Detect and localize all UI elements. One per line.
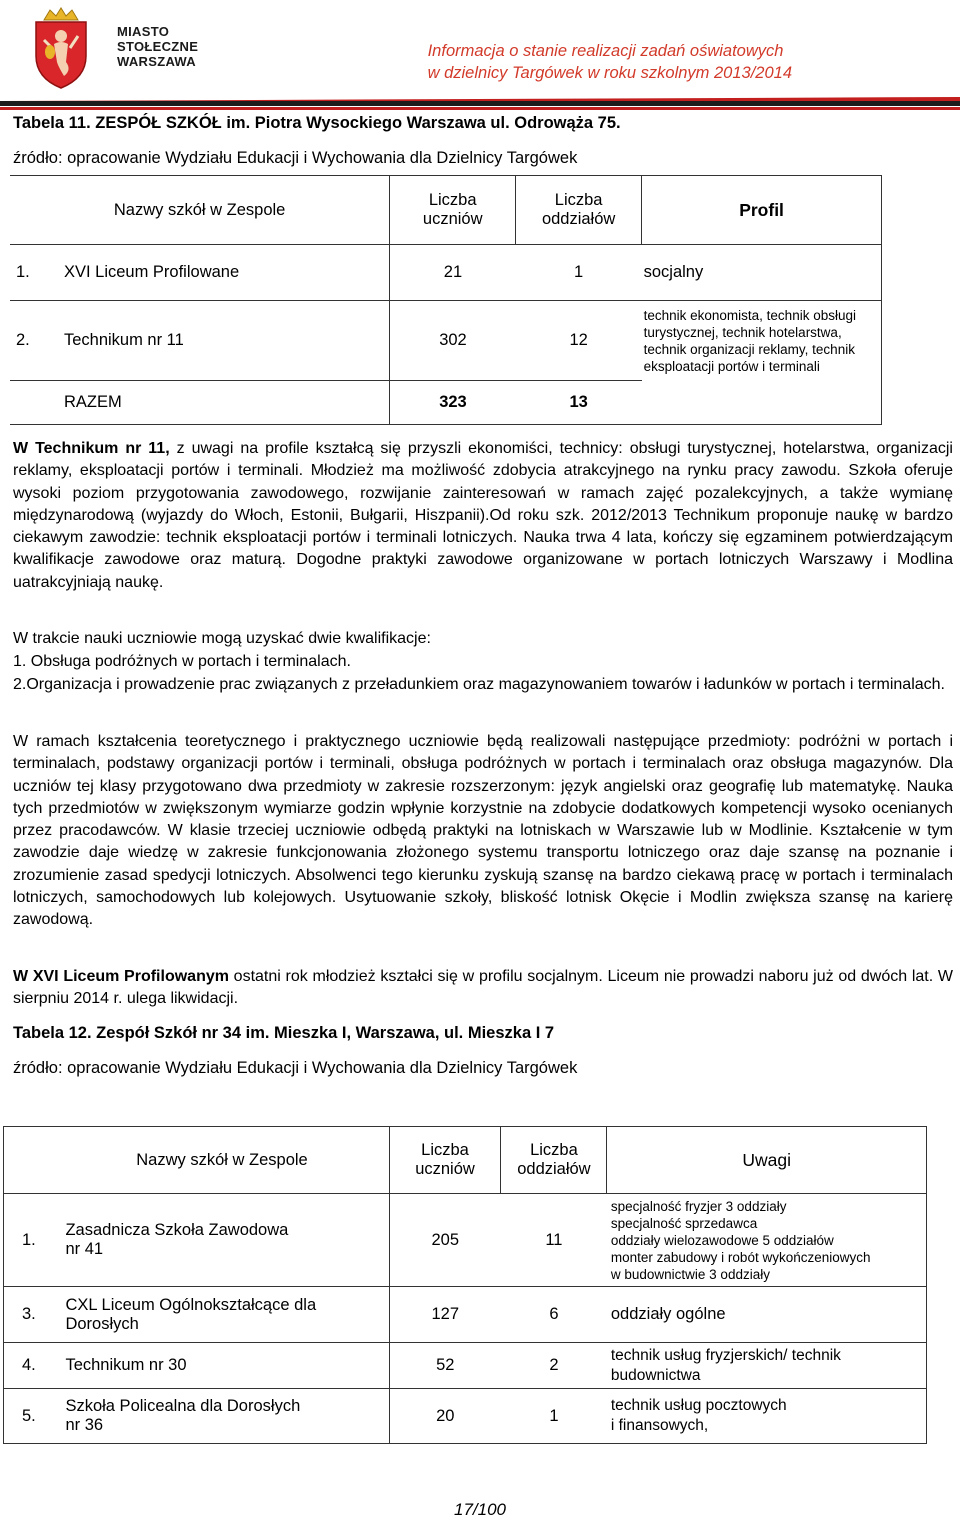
row-classes: 2	[501, 1343, 607, 1389]
row-students: 21	[390, 245, 516, 301]
row-profile: technik ekonomista, technik obsługi turystycznej, technik hotelarstwa, technik organizacji reklamy, technik eksploatacji portów i terminali	[642, 301, 882, 381]
table-row	[10, 301, 882, 381]
row-number: 3.	[4, 1287, 56, 1343]
document-title: Informacja o stanie realizacji zadań oświatowych w dzielnicy Targówek w roku szkolnym 2013/2014	[427, 42, 792, 82]
table12	[3, 1126, 927, 1444]
row-name: CXL Liceum Ogólnokształcące dla Dorosłych	[55, 1287, 389, 1343]
row-name: XVI Liceum Profilowane	[54, 245, 390, 301]
logo-text: MIASTO STOŁECZNE WARSZAWA	[117, 24, 199, 69]
row-name: Zasadnicza Szkoła Zawodowa nr 41	[55, 1194, 389, 1287]
row-number: 4.	[4, 1343, 56, 1389]
row-students: 20	[389, 1389, 501, 1444]
row-name: Technikum nr 11	[54, 301, 390, 381]
page-number: 17/100	[454, 1500, 506, 1519]
row-classes: 11	[501, 1194, 607, 1287]
table-row	[4, 1389, 927, 1444]
header-classes: Liczba oddziałów	[516, 176, 642, 245]
row-number: 1.	[10, 245, 54, 301]
table-header-row	[10, 176, 882, 245]
header-students: Liczba uczniów	[389, 1127, 501, 1194]
row-name: Szkoła Policealna dla Dorosłych nr 36	[55, 1389, 389, 1444]
row-classes: 1	[516, 245, 642, 301]
row-notes: technik usług pocztowych i finansowych,	[607, 1389, 927, 1444]
row-name: Technikum nr 30	[55, 1343, 389, 1389]
header-students: Liczba uczniów	[390, 176, 516, 245]
row-students: 52	[389, 1343, 501, 1389]
header-name: Nazwy szkół w Zespole	[113, 200, 286, 219]
row-number: 2.	[10, 301, 54, 381]
total-students: 323	[390, 381, 516, 425]
total-label: RAZEM	[54, 381, 390, 425]
header-notes: Uwagi	[607, 1127, 927, 1194]
row-classes: 6	[501, 1287, 607, 1343]
paragraph-technikum: W Technikum nr 11, z uwagi na profile kształcą się przyszli ekonomiści, technicy: obsługi turystycznej, hotelarstwa, organizacji reklamy, eksploatacji portów i terminali. Młodzież ma możliwość zdobycia atrakcyjnego na rynku pracy zawodu. Szkoła oferuje wysoki poziom przygotowania zawodowego, rozwijanie zainteresowań w ramach zajęć pozalekcyjnych, a także wymianę międzynarodową (wyjazdy do Włoch, Estonii, Bułgarii, Hiszpanii).Od roku szk. 2012/2013 Technikum proponuje naukę w bardzo ciekawym zawodzie: technik eksploatacji portów i terminali lotniczych. Nauka trwa 4 lata, kończy się egzaminem potwierdzającym kwalifikacje zawodowe oraz maturą. Dogodne praktyki zawodowe organizowane w portach lotniczych Warszawy i Modlina uatrakcyjniają naukę.	[13, 440, 953, 591]
total-classes: 13	[516, 381, 642, 425]
paragraph-qualifications: W trakcie nauki uczniowie mogą uzyskać dwie kwalifikacje:	[13, 630, 431, 647]
table-row	[4, 1287, 927, 1343]
qualification-item-2: 2.Organizacja i prowadzenie prac związanych z przeładunkiem oraz magazynowaniem towarów i ładunków w portach i terminalach.	[13, 676, 945, 693]
table11-caption: Tabela 11. ZESPÓŁ SZKÓŁ im. Piotra Wysockiego Warszawa ul. Odrowąża 75.	[13, 114, 621, 132]
page-header	[0, 0, 960, 110]
paragraph-liceum: W XVI Liceum Profilowanym ostatni rok młodzież kształci się w profilu socjalnym. Liceum nie prowadzi naboru już od dwóch lat. W sierpniu 2014 r. ulega likwidacji.	[13, 968, 953, 1008]
row-classes: 12	[516, 301, 642, 381]
row-notes: technik usług fryzjerskich/ technik budownictwa	[607, 1343, 927, 1389]
header-profile: Profil	[642, 176, 882, 245]
row-classes: 1	[501, 1389, 607, 1444]
row-notes: specjalność fryzjer 3 oddziały specjalność sprzedawca oddziały wielozawodowe 5 oddziałów monter zabudowy i robót wykończeniowych w budownictwie 3 oddziały	[607, 1194, 927, 1287]
table-row	[10, 245, 882, 301]
header-classes: Liczba oddziałów	[501, 1127, 607, 1194]
row-students: 205	[389, 1194, 501, 1287]
row-students: 127	[389, 1287, 501, 1343]
table11-source: źródło: opracowanie Wydziału Edukacji i Wychowania dla Dzielnicy Targówek	[13, 149, 578, 167]
row-profile: socjalny	[642, 245, 882, 301]
warsaw-crest-logo	[30, 6, 92, 90]
paragraph-curriculum: W ramach kształcenia teoretycznego i praktycznego uczniowie będą realizowali następujące przedmioty: podróżni w portach i terminalach, podstawy organizacji portów i terminali, obsługa podróżnych w portach i terminalach oraz obsługa magazynów. Dla uczniów tej klasy przygotowano dwa przedmioty w zakresie rozszerzonym: język angielski oraz geografię lub matematykę. Nauka tych przedmiotów w zwiększonym wymiarze godzin wpłynie korzystnie na zdobycie dodatkowych kompetencji wysoko ocenianych przez pracodawców. W klasie trzeciej uczniowie odbędą praktyki na lotniskach w Warszawie lub w Modlinie. Kształcenie w tym zawodzie daje wiedzę w zakresie funkcjonowania złożonego systemu transportu lotniczego oraz daje szansę na poznanie i zrozumienie zasad spedycji lotniczych. Absolwenci tego kierunku zyskują szansę na bardzo ciekawą pracę w portach i terminalach lotniczych, samochodowych lub kolejowych. Usytuowanie szkoły, bliskość lotnisk Okęcie i Modlin zwiększa szansę na karierę zawodową.	[13, 733, 953, 929]
row-notes: oddziały ogólne	[607, 1287, 927, 1343]
table-row	[4, 1194, 927, 1287]
row-number: 1.	[4, 1194, 56, 1287]
table-total-row	[10, 381, 882, 425]
header-name: Nazwy szkół w Zespole	[55, 1127, 389, 1194]
table12-source: źródło: opracowanie Wydziału Edukacji i Wychowania dla Dzielnicy Targówek	[13, 1059, 578, 1077]
table-header-row	[4, 1127, 927, 1194]
row-students: 302	[390, 301, 516, 381]
table-row	[4, 1343, 927, 1389]
table12-caption: Tabela 12. Zespół Szkół nr 34 im. Mieszka I, Warszawa, ul. Mieszka I 7	[13, 1024, 555, 1042]
qualification-item-1: 1. Obsługa podróżnych w portach i terminalach.	[13, 653, 351, 670]
header-divider	[0, 96, 960, 110]
row-number: 5.	[4, 1389, 56, 1444]
table11	[10, 175, 882, 425]
